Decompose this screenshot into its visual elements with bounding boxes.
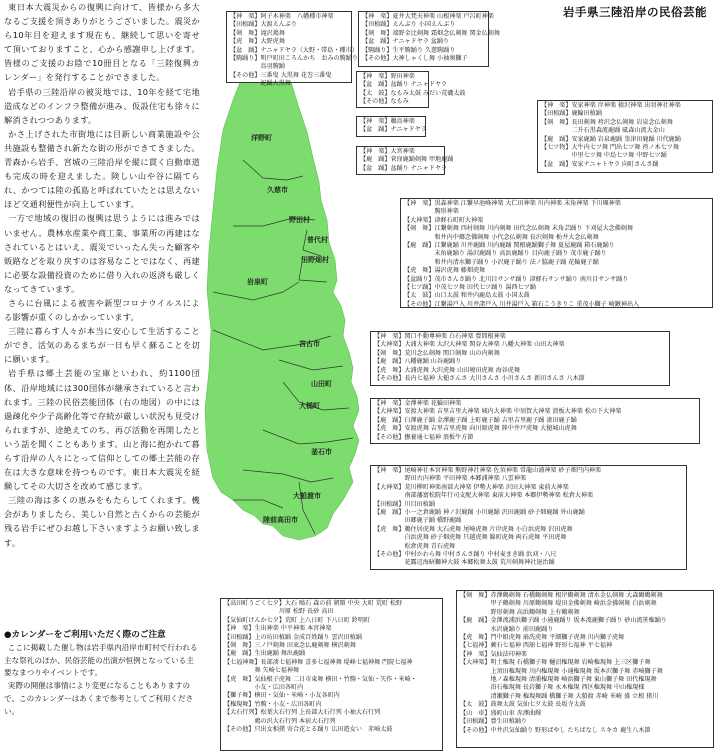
box-line: 【虎 舞】安渡虎舞 吉里吉里虎舞 向川原虎舞 陸中井戸虎舞 大槌城山虎舞: [374, 425, 577, 433]
box-line: 【田植踊】豊生田植踊り: [460, 718, 528, 726]
box-line: 【駒踊り】生平駒踊り 久慈駒踊り: [362, 46, 456, 54]
box-kuji: [358, 11, 500, 67]
box-fudai: [356, 116, 426, 137]
box-line: 【鹿 踊】安家鹿踊 岩泉鹿踊 釜津田鹿踊 川代鹿踊: [541, 135, 681, 143]
box-line: 【高田町うごく七夕】大石 鳴石 森の前 朝額 中央 大町 荒町 松野: [224, 600, 403, 607]
box-line: 【剣 舞】江繋剣舞 四村剣舞 川内剣舞 田代念仏剣舞 末角芸踊り 下刈屋大念佛剣舞: [404, 225, 634, 233]
place-miyako: 宮古市: [299, 339, 320, 348]
box-line: 花露辺海暗獅神大鼓 本郷松舞太鼓 荒川剣舞神社退治踊: [374, 559, 555, 567]
box-line: 【大石行列】松葉大石行列 上長部大石行列 小袖大石行列: [224, 709, 381, 717]
intro-paragraph: 三陸に暮らす人々が本当に安心して生活することができ、活気のあるまちが一日も早く蘇ることを切に願います。: [4, 326, 200, 365]
box-yamada: [370, 331, 670, 386]
box-line: 【盆 踊】ナニャドヤラ 盆踊り: [362, 38, 450, 46]
box-line: 【虎 舞】大野虎舞: [230, 38, 285, 46]
box-line: 【虎 舞】気仙根子虎舞 二日市東舞 横田・竹駒・気仙・矢作・米崎・: [224, 675, 417, 683]
place-yamada: 山田町: [311, 379, 332, 388]
intro-paragraph: 岩手県の三陸沿岸の被災地では、10年を経て宅地造成などのインフラ整備が進み、仮設住宅も徐々に解消されつつあります。: [4, 86, 200, 125]
box-line: 白浜虎舞 砂子畑虎舞 只越虎舞 錦町虎舞 両石虎舞 平田虎舞: [374, 534, 567, 542]
place-tanohata: 田野畑村: [301, 255, 329, 264]
box-line: 【神 楽】金澤神楽 花輪田神楽: [374, 400, 462, 407]
box-line: 【山 車】盛町山車 赤澤曲輝: [460, 709, 542, 717]
box-line: 【剣 舞】赤澤鶴剣舞 石橋鶴剣舞 根岸鶴剣舞 清水金仏剣舞 大森鶴鶴剣舞: [460, 592, 663, 599]
box-line: 【剣 舞】端野金比剣舞 霜畑念仏剣舞 関金仏剣舞: [362, 29, 500, 37]
box-line: 和井内清水獅子踊り 小沢鹿子踊り 法ノ脇鹿子踊 花輪鹿子踊: [404, 258, 599, 266]
box-line: 二升石黒森流鹿踊 砥森山流大金山: [541, 127, 665, 135]
place-kamaishi: 釜石市: [311, 447, 332, 456]
place-iwaizumi: 岩泉町: [247, 277, 268, 286]
box-line: 【盆 踊】ナニャドヤラ（大野・帯島・種市）: [230, 46, 358, 54]
box-otsuchi: [370, 398, 700, 444]
box-rikuzentakata: [220, 598, 443, 751]
box-line: 清瀬獅子舞 権現舞踊 橋獅子舞 大船渡 赤崎 米崎 盛 立根 猪川: [460, 692, 659, 700]
intro-paragraph: 三陸の海は多くの恵みをもたらしてくれます。機会がありましたら、美しい自然と古くからの芸能が残る岩手にぜひお越し下さいますようお願い致します。: [4, 495, 200, 548]
usage-notes-paragraph: ここに掲載した催し物は岩手県内沿岸市町村で行われる主な祭礼のほか、民俗芸能の出演が恒例となっている主要なまつりやイベントです。: [4, 643, 198, 678]
box-line: 水沢鹿踊り 前田鹿踊り: [460, 625, 554, 633]
box-line: 【盆 踊】盆踊り ナニャドヤラ: [360, 164, 448, 172]
box-line: 【盆踊り】茂市さんさ踊り 北川目サンサ踊り 津軽石サンサ踊り 南川目サンサ踊り: [404, 275, 629, 283]
box-line: 上須田権現舞 川内権現舞 小通権現舞 坂本沢獅子舞 赤崎獅子舞: [460, 667, 663, 675]
box-line: 【その他】中村かわら舞 中村さんさ踊り 中村麦まき踊 浜刈・八尺: [374, 551, 557, 559]
box-line: 【気仙町けんか七夕】荒町 上八日町 下八日町 鈴明町: [224, 616, 370, 624]
place-otsuchi: 大槌町: [299, 401, 320, 410]
place-fudai: 普代村: [307, 235, 328, 244]
intro-paragraph: 岩手県は郷土芸能の宝庫といわれ、約1100団体、沿岸地域には300団体が継承されていると言われます。三陸の民俗芸能団体（右の地図）の中には過疎化や少子高齢化等で存続が厳しい状況も見受けられますが、途絶えてのち、再び活動を再開したという話を聞くこともあります。山と海に抱かれて暮らす沿岸の人々にとって信仰としての郷土芸能の存在は大きな意味を持つものです。東日本大震災を経験してその大切さを改めて感じます。: [4, 368, 200, 492]
box-line: 【その他】三番叟 大黒舞 花巻三番叟: [230, 71, 332, 79]
box-line: 【大神楽】荒川柳町神楽南部大神楽 伊勢大神楽 沢田大神楽 東前大神楽: [374, 483, 569, 491]
box-line: 【盆 踊】ナニャドヤラ: [360, 126, 427, 134]
box-line: 野田古内神楽 平田神楽 本郷浦神楽 八雲神楽: [374, 475, 527, 483]
box-line: 【七福神舞】長部湊七福神舞 喜多七福神舞 堤峰七福神舞 門院七福神: [224, 658, 413, 666]
place-kuji: 久慈市: [267, 185, 288, 194]
box-line: 【その他】長内七福神 大槌さんさ 大川さんさ 小川さんさ 新田さんさ 八木節: [374, 375, 585, 383]
land-area: [205, 38, 359, 540]
box-line: 【虎 舞】鵜住居虎舞 大石虎舞 尾崎虎舞 片岸虎舞 小白浜虎舞 沢田虎舞: [374, 525, 573, 533]
box-line: 【神 楽】野田神楽: [360, 73, 415, 80]
box-ofunato: [456, 590, 714, 748]
box-line: 甲子鶴剣舞 川原鶴剣舞 堤田金佛剣舞 崎浜金佛剣舞 白浜剣舞: [460, 600, 657, 608]
box-line: 地ノ森権現舞 清浦権現舞 崎浜獅子舞 東山獅子舞 田代権現舞: [460, 676, 657, 684]
box-line: 【大神楽】明土権現 石橋獅子舞 樋沼権現舞 岩崎権現舞 上三区獅子舞: [460, 659, 651, 667]
box-line: 【その他】大神しゃくし舞 小袖奥獅子: [362, 55, 468, 63]
box-line: 【田植踊】鹿輪田植踊: [541, 110, 602, 118]
box-line: 【田植踊】川目田植踊: [374, 500, 435, 508]
box-miyako: [400, 198, 713, 308]
box-line: 鶉の沢大石行列 本宿大石行列: [224, 717, 336, 725]
box-line: 【神 楽】大宮神楽: [360, 148, 415, 155]
box-line: 【神 楽】鵜鳥神楽: [360, 118, 415, 125]
box-line: 【神 楽】関口不動尊神楽 白石神楽 豊間根神楽: [374, 333, 506, 340]
box-line: 沿石権現舞 長岩獅子舞 永木権現 西区権現舞 中山権現様: [460, 684, 645, 692]
box-line: 【剣 舞】長田剣舞 袴沢念仏剣舞 岩泉念仏剣舞: [541, 118, 673, 126]
intro-paragraph: 東日本大震災からの復興に向けて、皆様から多大なるご支援を頂きありがとうございました。震災から10年目を迎えます現在も、継続して思いを寄せて頂いておりますこと、心から感謝申し上げます。皆様のご支援のお陰で10冊目となる「三陸復興カレンダー」を発行することができました。: [4, 2, 200, 83]
intro-paragraph: かさ上げされた市街地には目新しい商業施設や公共施設も整備され新たな街の形ができてきました。青森から岩手、宮城の三陸沿岸を縦に貫く自動車道も完成の時を迎えました。険しい山や谷に隔てられ、かつては陸の孤島と呼ばれていたとは思えないほど交通利便性が向上しています。: [4, 128, 200, 210]
box-line: 【太 鼓】なもみ太鼓 みだい荒磯太鼓: [360, 89, 466, 97]
box-line: 【大神楽】安渡大神楽 吉里吉里大神楽 城内大神楽 中須賀大神楽 浪板大神楽 松の下大神楽: [374, 408, 622, 416]
box-line: 【虎 舞】大浦虎舞 大沢虎舞 山田境田虎舞 海谷虎舞: [374, 366, 520, 374]
box-line: 南部藩富松院年行司支配大神楽 東前大神楽 本郷伊勢神楽 松倉大神楽: [374, 492, 594, 500]
box-line: 【神 楽】生出神楽 中平神楽 本宮神楽: [224, 625, 332, 633]
box-tanohata: [356, 146, 454, 175]
box-line: 【虎 舞】湯沢虎舞 藤畑虎舞: [404, 267, 486, 275]
box-line: 【その他】中井沢気仙踊り 野形ばやし たちばなし スキカ 鹿生八木節: [460, 726, 651, 734]
box-line: 【神 楽】気仙法印神楽: [460, 650, 528, 658]
box-line: 野形剣舞 高浜鶴剣舞 上有鶴剣舞: [460, 608, 580, 616]
place-rikuzentakata: 陸前高田市: [263, 515, 298, 524]
place-ofunato: 大船渡市: [293, 491, 321, 500]
box-line: 舞 矢崎七福神舞: [224, 667, 300, 675]
box-line: 【田植踊】上の坊田植踊 金成百姓踊り 雲沢田植踊: [224, 633, 362, 641]
box-line: 【神 楽】安家神楽 岸神楽 猿沢神楽 出羽神社神楽: [541, 102, 681, 109]
box-line: 【剣 舞】荒川念仏剣舞 関口剣舞 山の内剣舞: [374, 349, 500, 357]
usage-notes-title: ●カレンダーをご利用いただく際のご注意: [4, 630, 166, 640]
box-line: 【神 楽】黒森神楽 江繋早池峰神楽 大仁田神楽 川内神楽 末角神楽 下川堰神楽: [404, 200, 621, 207]
box-line: 【神 楽】阿子木神楽 八幡種市神楽: [230, 13, 334, 20]
box-line: 【大神楽】津軽石町町大神楽: [404, 216, 484, 224]
intro-paragraph: さらに台風による被害や新型コロナウイルスによる影響が重くのしかかっています。: [4, 297, 200, 323]
box-line: 田郷鹿子踊 橋野鹿踊: [374, 517, 462, 525]
box-line: 【太 鼓】山口太鼓 和井内鹿島太鼓 小国太鼓: [404, 292, 530, 300]
box-line: 【神 楽】夏井大梵天神楽 山根神楽 戸呂町神楽: [362, 13, 494, 20]
box-line: 【田植踊】えんぶり 小国えんぶり: [362, 21, 456, 29]
box-line: 【盆 踊】安家ナニャトヤラ 向町さんさ踊: [541, 160, 659, 168]
box-line: 泥踊大黒舞: [230, 80, 291, 88]
box-line: 【剣 舞】滝沢鶏舞: [230, 29, 285, 37]
box-line: 【大神楽】大浦大神楽 大沢大神楽 関谷大神楽 八幡大神楽 山田大神楽: [374, 341, 565, 349]
box-line: 小友・広田各町内: [224, 684, 304, 692]
place-noda: 野田村: [289, 215, 310, 224]
box-line: 【虎 舞】門中組虎舞 扇洗虎舞 平細獅子虎舞 川内獅子虎舞: [460, 634, 625, 642]
intro-text: [4, 0, 200, 550]
usage-notes: [4, 628, 200, 718]
box-line: 【鹿 踊】八幡鹿踊 山谷鹿踊り: [374, 358, 462, 366]
box-line: 【鹿 踊】金澤流浦浜獅子踊 小通鹿踊り 坂本流鹿獅子踊り 砂山流笹権踊り: [460, 617, 667, 625]
box-line: 【その他】江繋湯戸入 川井諸戸入 川井湯戸入 箱石こうきりこ 重茂小獅子 崎鍬神出入: [404, 300, 640, 308]
left-column: [4, 0, 200, 754]
box-line: 【七ツ物】大牛内七ツ舞 門出七ツ舞 袴ノ木七ツ舞: [541, 144, 679, 152]
box-line: 【その他】なもみ: [360, 98, 409, 106]
box-line: 【鹿 踊】菅窪鹿踊剣舞 甲地鹿踊: [360, 156, 454, 164]
box-line: 和井内中郷念佛剣舞 小代念仏剣舞 長沢剣舞 栃井大念仏剣舞: [404, 233, 599, 241]
box-line: 【鹿 踊】小一之倉鹿踊 神ノ沢鹿踊 小川鹿踊 沢田鹿踊 砂子畑鹿踊 外山鹿踊: [374, 509, 585, 517]
box-noda: [356, 71, 466, 108]
box-hirono: [226, 11, 358, 88]
box-line: 【太 鼓】鼓舞太鼓 気仙七夕太鼓 長坂寺太鼓: [460, 701, 586, 709]
box-line: 【獅子舞】横田・気仙・米崎・小友各町内: [224, 692, 340, 700]
box-line: 【七福神】蕨石七福神 西舘七福神 野形七福神 平七福神: [460, 642, 613, 650]
box-line: 【剣 舞】三ノ戸剣舞 田束念仏鹿剣舞 横沢剣舞: [224, 642, 356, 650]
page-title: 岩手県三陸沿岸の民俗芸能: [563, 5, 707, 19]
usage-notes-paragraph: 実際の開催は事情により変更になることもありますので、このカレンダーはあくまで参考としてご利用ください。: [4, 681, 194, 716]
box-line: 【鹿 踊】臼澤鹿子踊 金澤鹿子踊 上町鹿子踊 吉里吉里鹿子踊 湊田鹿子踊: [374, 416, 577, 424]
intro-paragraph: 一方で地域の復旧の復興は思うようには進みではいません。農林水産業や商工業、事業所の再建はなされているとはいえ、震災でいったん失った顧客や販路などを取り戻すのは容易なことではなく、再建に必要な設備投資のために借り入れの返済も厳しくなってきています。: [4, 213, 200, 294]
box-line: 【鹿 踊】生出鹿踊 舞出鹿踊: [224, 650, 306, 658]
place-hirono: 洋野町: [251, 133, 272, 142]
box-line: 中里七ツ舞 中島七ツ舞 中野七ツ踊: [541, 152, 667, 160]
box-line: 【七ツ踊】中茂七ツ舞 田代七ツ踊り 湯西七ツ踊: [404, 284, 536, 292]
box-line: 【盆 踊】盆踊り ナニャドヤラ: [360, 81, 448, 89]
box-line: 【鹿 踊】江繋鹿踊 川井鹿踊 川内鹿踊 関根鹿踊獅子舞 夏屋鹿踊 箱石鹿踊り: [404, 242, 615, 250]
box-line: 【権現舞】竹駒・小友・広田各町内: [224, 700, 322, 708]
box-line: 駒形神楽: [404, 208, 459, 216]
box-kamaishi: [370, 465, 687, 570]
box-line: 鳥羽駒踊: [230, 63, 285, 71]
box-line: 【田植踊】大渡えんぶり: [230, 21, 298, 29]
box-iwaizumi: [537, 100, 713, 173]
box-line: 【その他】撫養通七福神 浪板牛方節: [374, 433, 474, 441]
box-line: 川原 松野 長砂 高田: [224, 608, 334, 616]
box-line: 【その他】只出女相撲 寄合花とる踊り 広田遊女い 赤崎太鼓: [224, 726, 393, 734]
box-line: 【駒踊り】明戸町田ころんかち おみの駒踊り: [230, 55, 358, 63]
box-line: 【神 楽】尾崎神社本宮神楽 熊野神社神楽 佐須神楽 常龍山浦神楽 砂子畑円内神楽: [374, 467, 602, 474]
box-line: 末角鹿踊り 湯沢鹿踊り 高浜鹿踊り 目向鹿子踊り 茂市鹿子踊り: [404, 250, 607, 258]
box-line: 松倉虎舞 青石虎舞: [374, 542, 456, 550]
